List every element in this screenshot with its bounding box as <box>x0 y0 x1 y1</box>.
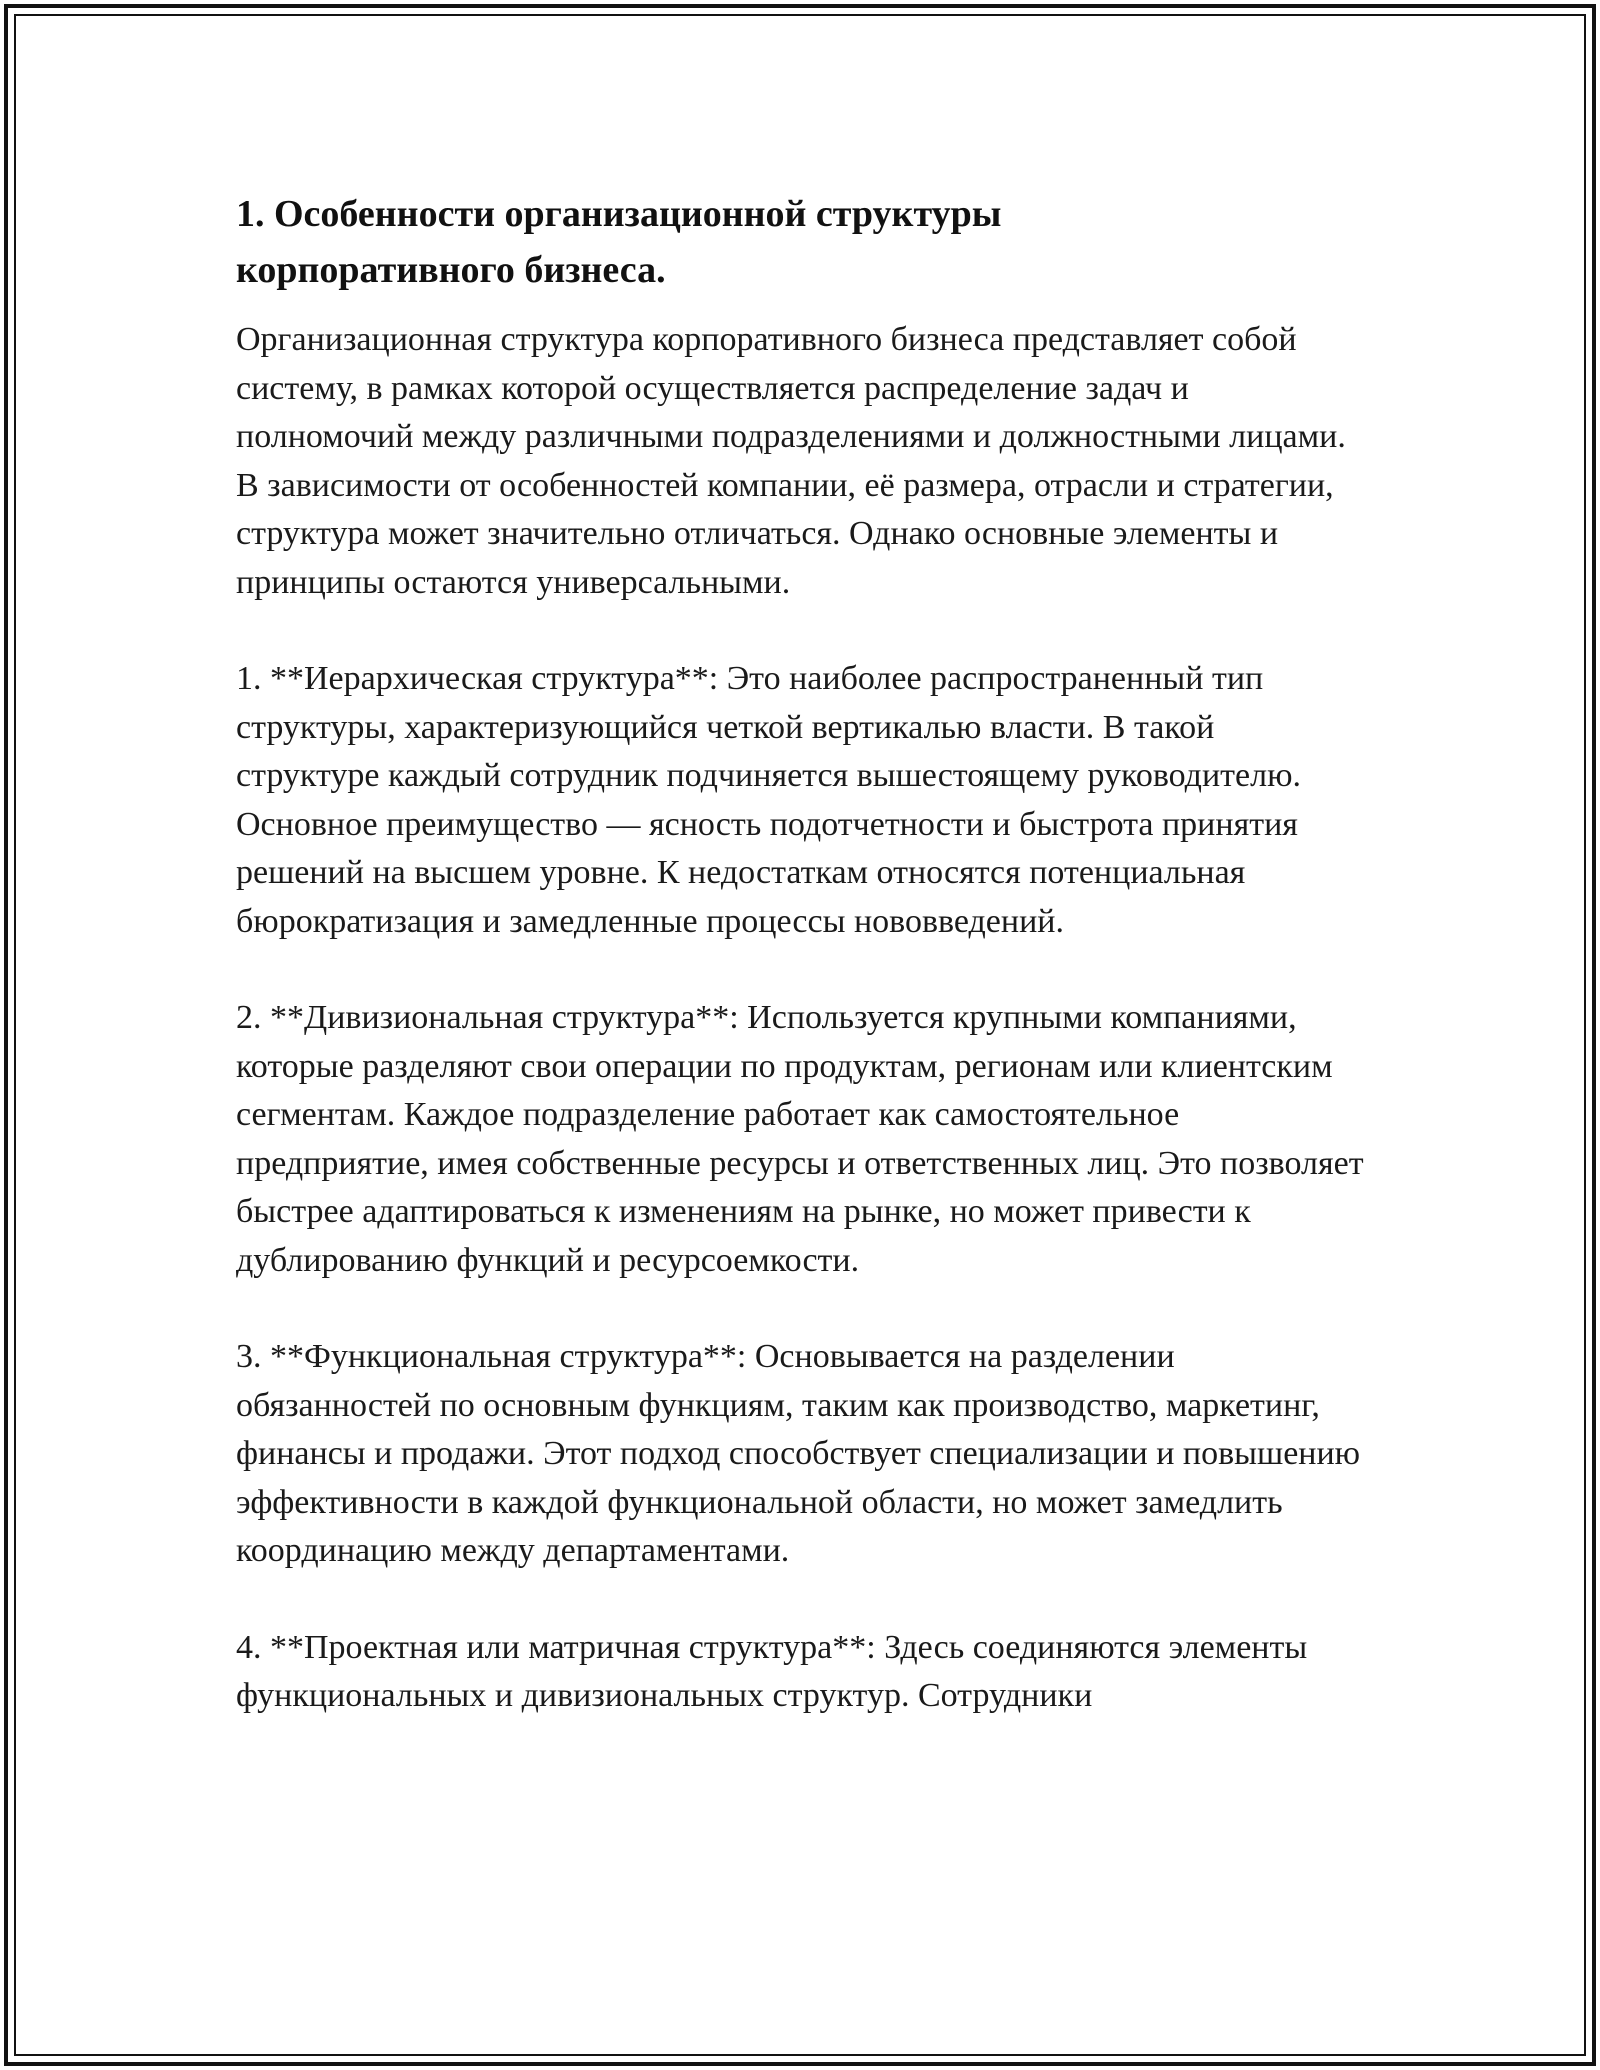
intro-paragraph: Организационная структура корпоративного бизнеса представляет собой систему, в рамках которой осуществляется распределение задач и полномочий между различными подразделениями и должностными лицами. В зависимости от особенностей компании, её размера, отрасли и стратегии, структура может значительно отличаться. Однако основные элементы и принципы остаются универсальными. <box>236 321 1346 601</box>
section-heading <box>236 186 1366 298</box>
section-heading-line-2: корпоративного бизнеса. <box>236 249 666 291</box>
list-item-matrix: 4. **Проектная или матричная структура**: Здесь соединяются элементы функциональных и дивизиональных структур. Сотрудники <box>236 1628 1308 1714</box>
section-heading-line-1: 1. Особенности организационной структуры <box>236 193 1002 235</box>
document-body <box>236 186 1366 1769</box>
list-item-hierarchical: 1. **Иерархическая структура**: Это наиболее распространенный тип структуры, характеризующийся четкой вертикалью власти. В такой структуре каждый сотрудник подчиняется вышестоящему руководителю. Основное преимущество — ясность подотчетности и быстрота принятия решений на высшем уровне. К недостаткам относятся потенциальная бюрократизация и замедленные процессы нововведений. <box>236 660 1301 940</box>
list-item-divisional: 2. **Дивизиональная структура**: Используется крупными компаниями, которые разделяют свои операции по продуктам, регионам или клиентским сегментам. Каждое подразделение работает как самостоятельное предприятие, имея собственные ресурсы и ответственных лиц. Это позволяет быстрее адаптироваться к изменениям на рынке, но может привести к дублированию функций и ресурсоемкости. <box>236 999 1364 1279</box>
list-item-functional: 3. **Функциональная структура**: Основывается на разделении обязанностей по основным функциям, таким как производство, маркетинг, финансы и продажи. Этот подход способствует специализации и повышению эффективности в каждой функциональной области, но может замедлить координацию между департаментами. <box>236 1338 1361 1569</box>
